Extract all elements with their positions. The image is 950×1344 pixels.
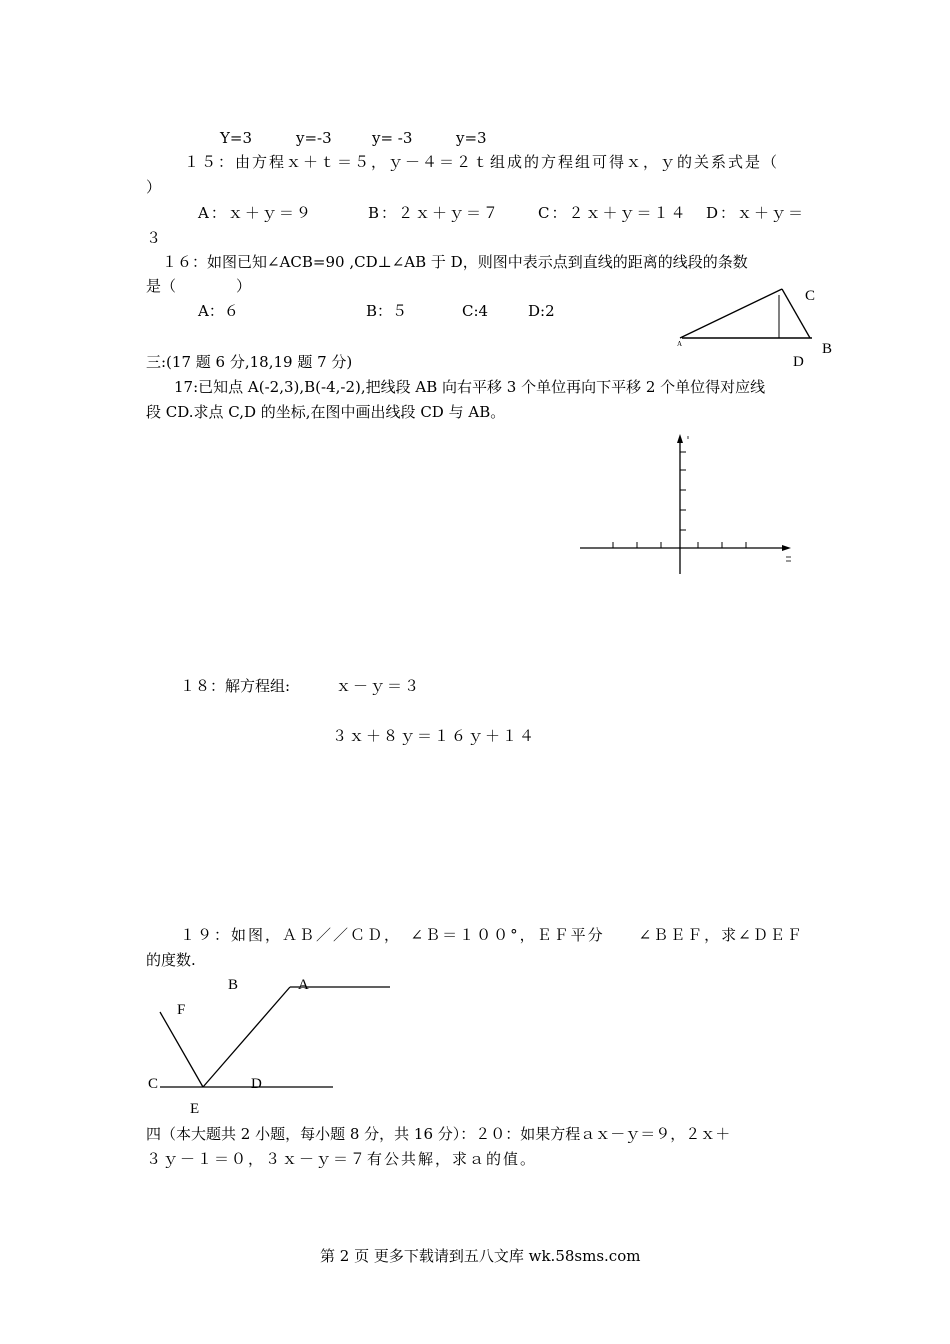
q16-option-d: D:2	[528, 302, 555, 320]
q19-label-f: F	[177, 1002, 186, 1018]
q16-label-b: B	[822, 341, 833, 357]
q15-option-d-cont: ３	[146, 229, 162, 247]
q15-option-c: C：２ｘ＋ｙ＝１４	[538, 204, 688, 222]
q19-label-d: D	[251, 1076, 262, 1092]
q14-option-b: y=-3	[296, 129, 332, 147]
q17-line2: 段 CD.求点 C,D 的坐标,在图中画出线段 CD 与 AB。	[146, 403, 506, 421]
q16-label-c: C	[805, 288, 816, 304]
q16-option-a: A：６	[198, 302, 239, 320]
q18-label: １８：解方程组:	[180, 677, 291, 695]
q18-equation-1: ｘ－ｙ＝３	[336, 677, 422, 695]
q19-line1: １９：如图，ＡＢ／／ＣＤ， ∠Ｂ＝１００°，ＥＦ平分 ∠ＢＥＦ，求∠ＤＥＦ	[180, 926, 804, 944]
q15-option-b: B：２ｘ＋ｙ＝７	[368, 204, 501, 222]
q16-label-d: D	[793, 354, 804, 370]
q19-line2: 的度数.	[146, 951, 196, 969]
q16-option-b: B：５	[366, 302, 408, 320]
q19-label-e: E	[190, 1101, 200, 1117]
q15-stem-line2: ）	[146, 178, 162, 196]
q16-stem-line2: 是（ ）	[146, 277, 252, 295]
q17-line1: 17:已知点 A(-2,3),B(-4,-2),把线段 AB 向右平移 3 个单位再向下平移 2 个单位得对应线	[174, 378, 766, 396]
q14-option-c: y= -3	[372, 129, 413, 147]
section3-heading: 三:(17 题 6 分,18,19 题 7 分)	[146, 353, 353, 371]
q16-option-c: C:4	[462, 302, 489, 320]
section4-line1: 四（本大题共 2 小题，每小题 8 分，共 16 分）：２０：如果方程ａｘ－ｙ＝９，２ｘ＋	[146, 1125, 731, 1143]
page-footer: 第 2 页 更多下载请到五八文库 wk.58sms.com	[320, 1247, 641, 1265]
q19-label-a: A	[298, 977, 309, 993]
q14-option-a: Y=3	[220, 129, 253, 147]
q19-label-c: C	[148, 1076, 159, 1092]
q16-stem-line1: １６：如图已知∠ACB=90 ,CD⊥∠AB 于 D，则图中表示点到直线的距离的线段的条数	[162, 253, 748, 271]
q18-equation-2: ３ｘ＋８ｙ＝１６ｙ＋１４	[332, 727, 537, 745]
q15-option-d: D：ｘ＋ｙ＝	[706, 204, 806, 222]
q16-label-a: A	[677, 340, 683, 348]
q15-option-a: A：ｘ＋ｙ＝９	[198, 204, 313, 222]
q19-label-b: B	[228, 977, 239, 993]
q15-stem-line1: １５：由方程ｘ＋ｔ＝５，ｙ－４＝２ｔ组成的方程组可得ｘ，ｙ的关系式是（	[184, 153, 780, 171]
q14-option-d: y=3	[456, 129, 487, 147]
section4-line2: ３ｙ－１＝０，３ｘ－ｙ＝７有公共解，求ａ的值。	[146, 1150, 538, 1168]
